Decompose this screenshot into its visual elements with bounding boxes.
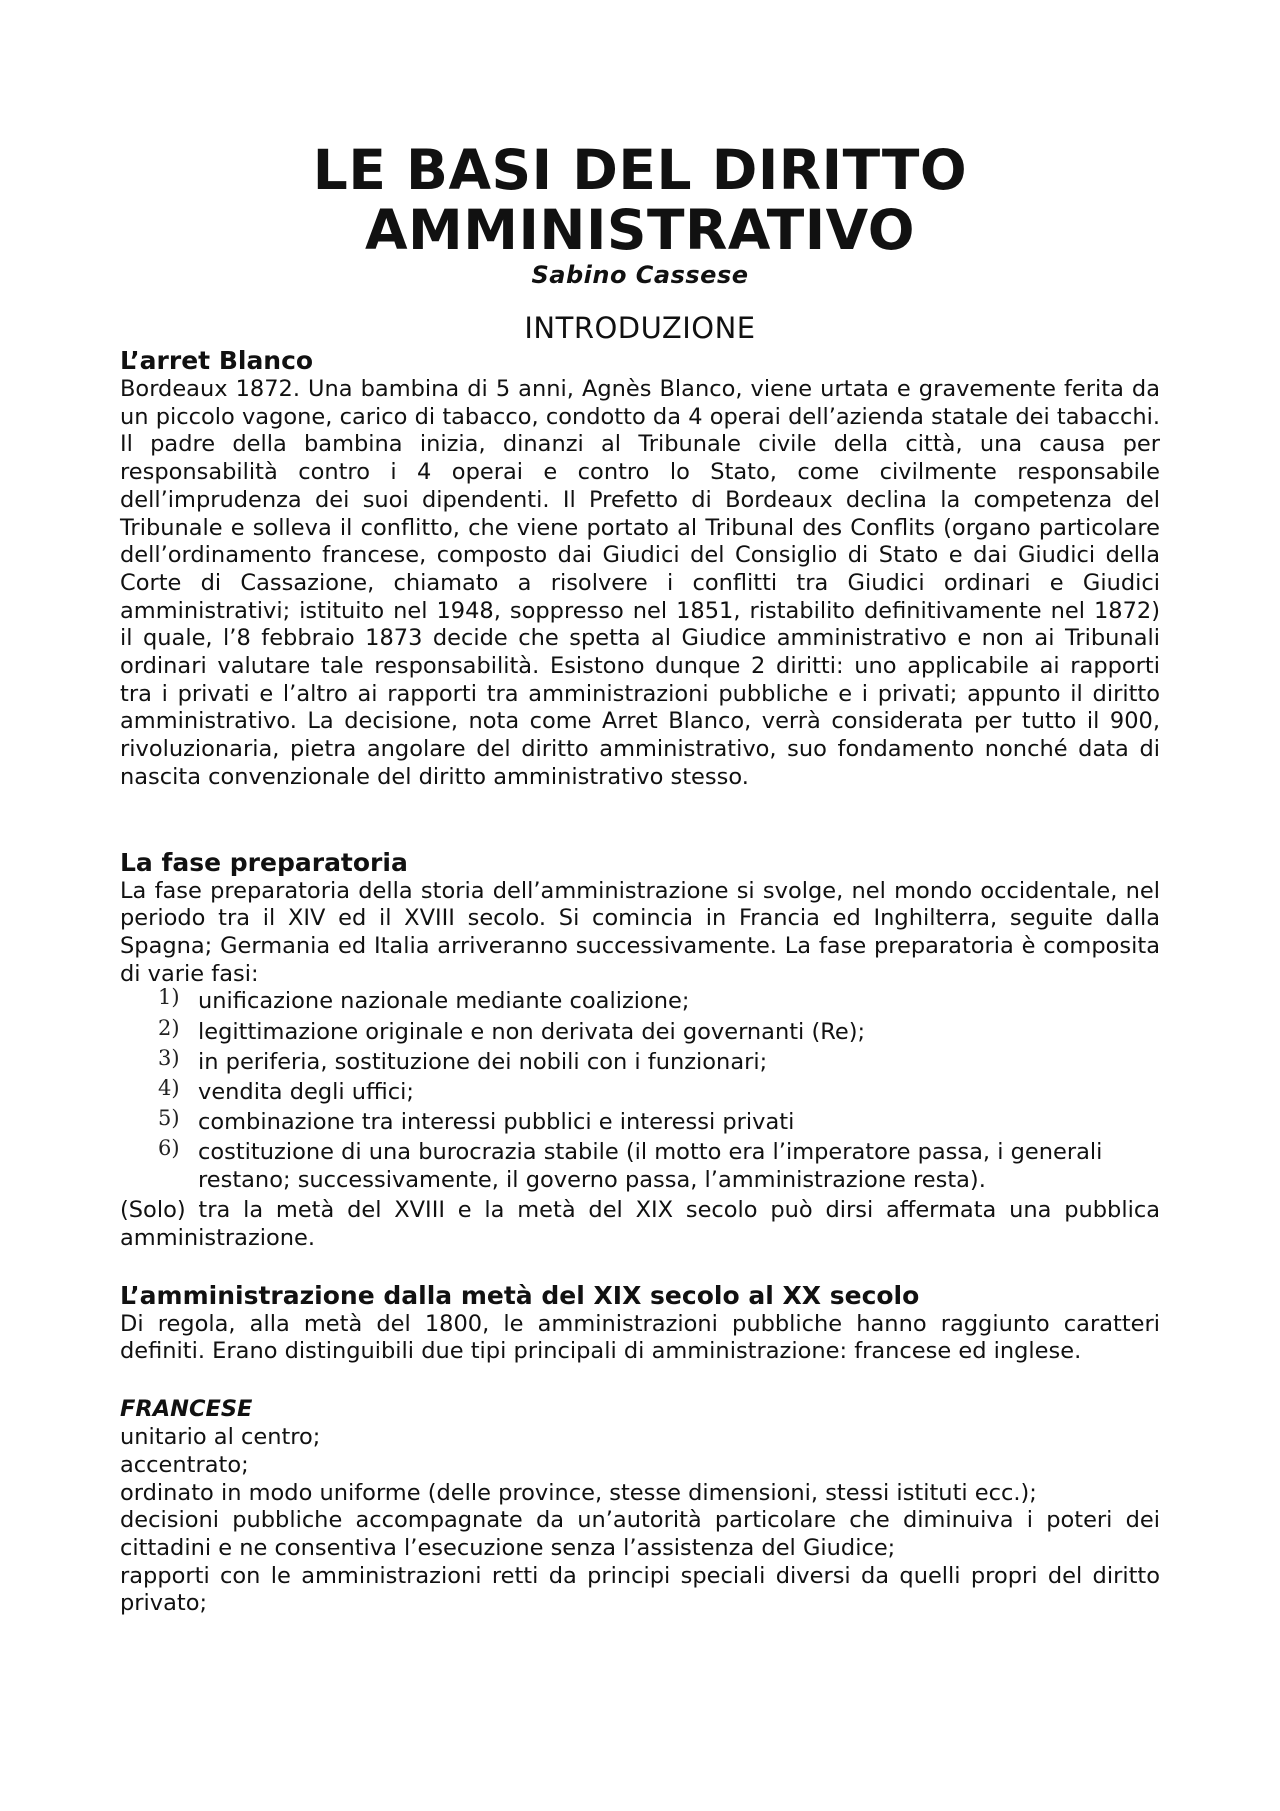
spacer <box>120 792 1160 848</box>
list-number: 1) <box>158 985 180 1010</box>
list-number: 4) <box>158 1075 180 1100</box>
list-text: costituzione di una burocrazia stabile (il motto era l’imperatore passa, i generali restano; successivamente, il governo passa, l’amministrazione resta). <box>198 1139 1103 1194</box>
list-item <box>120 1106 1160 1137</box>
francese-line: decisioni pubbliche accompagnate da un’autorità particolare che diminuiva i poteri dei cittadini e ne consentiva l’esecuzione senza l’assistenza del Giudice; <box>120 1507 1160 1561</box>
document-title <box>120 140 1160 260</box>
francese-line: unitario al centro; <box>120 1424 321 1451</box>
list-text: legittimazione originale e non derivata dei governanti (Re); <box>198 1018 866 1045</box>
author-name: Sabino Cassese <box>531 261 749 289</box>
numbered-list <box>120 985 1160 1194</box>
paragraph-arret-blanco: Bordeaux 1872. Una bambina di 5 anni, Agnès Blanco, viene urtata e gravemente ferita da un piccolo vagone, carico di tabacco, condotto da 4 operai dell’azienda statale dei tabacchi. Il padre della bambina inizia, dinanzi al Tribunale civile della città, una causa per responsabilità contro i 4 operai e contro lo Stato, come civilmente responsabile dell’imprudenza dei suoi dipendenti. Il Prefetto di Bordeaux declina la competenza del Tribunale e solleva il conflitto, che viene portato al Tribunal des Conflits (organo particolare dell’ordinamento francese, composto dai Giudici del Consiglio di Stato e dai Giudici della Corte di Cassazione, chiamato a risolvere i conflitti tra Giudici ordinari e Giudici amministrativi; istituito nel 1948, soppresso nel 1851, ristabilito definitivamente nel 1872) il quale, l’8 febbraio 1873 decide che spetta al Giudice amministrativo e non ai Tribunali ordinari valutare tale responsabilità. Esistono dunque 2 diritti: uno applicabile ai rapporti tra i privati e l’altro ai rapporti tra amministrazioni pubbliche e i privati; appunto il diritto amministrativo. La decisione, nota come Arret Blanco, verrà considerata per tutto il 900, rivoluzionaria, pietra angolare del diritto amministrativo, suo fondamento nonché data di nascita convenzionale del diritto amministrativo stesso. <box>120 376 1160 790</box>
list-text: combinazione tra interessi pubblici e interessi privati <box>198 1109 795 1136</box>
list-number: 6) <box>158 1136 180 1161</box>
francese-line: accentrato; <box>120 1451 249 1478</box>
list-item <box>120 1045 1160 1077</box>
heading-arret-blanco: L’arret Blanco <box>120 346 314 375</box>
spacer <box>120 1366 1160 1394</box>
francese-line: rapporti con le amministrazioni retti da principi speciali diversi da quelli propri del diritto privato; <box>120 1562 1160 1617</box>
heading-francese: FRANCESE <box>120 1396 253 1423</box>
list-number: 3) <box>158 1045 180 1070</box>
document-page <box>120 140 1160 1618</box>
spacer <box>120 1253 1160 1281</box>
list-text: in periferia, sostituzione dei nobili con i funzionari; <box>198 1048 768 1075</box>
list-item <box>120 1015 1160 1047</box>
list-text: unificazione nazionale mediante coalizione; <box>198 988 690 1015</box>
section-title: INTRODUZIONE <box>524 311 756 345</box>
heading-fase-preparatoria: La fase preparatoria <box>120 847 408 877</box>
list-number: 5) <box>158 1106 180 1131</box>
paragraph-amministrazione: Di regola, alla metà del 1800, le amministrazioni pubbliche hanno raggiunto caratteri definiti. Erano distinguibili due tipi principali di amministrazione: francese ed inglese. <box>120 1310 1160 1365</box>
paragraph-fase-preparatoria: La fase preparatoria della storia dell’amministrazione si svolge, nel mondo occidentale, nel periodo tra il XIV ed il XVIII secolo. Si comincia in Francia ed Inghilterra, seguite dalla Spagna; Germania ed Italia arriveranno successivamente. La fase preparatoria è composita di varie fasi: <box>120 877 1160 987</box>
heading-amministrazione: L’amministrazione dalla metà del XIX secolo al XX secolo <box>120 1280 920 1310</box>
francese-line: ordinato in modo uniforme (delle province, stesse dimensioni, stessi istituti ecc.); <box>120 1479 1037 1506</box>
list-item <box>120 1075 1160 1107</box>
title-line-1: LE BASI DEL DIRITTO <box>312 138 968 202</box>
list-text: vendita degli uffici; <box>198 1078 414 1105</box>
list-item <box>120 985 1160 1016</box>
title-line-2: AMMINISTRATIVO <box>364 198 916 262</box>
list-item <box>120 1136 1160 1194</box>
paragraph-fase-closing: (Solo) tra la metà del XVIII e la metà del XIX secolo può dirsi affermata una pubblica amministrazione. <box>120 1197 1160 1251</box>
list-number: 2) <box>158 1015 180 1040</box>
